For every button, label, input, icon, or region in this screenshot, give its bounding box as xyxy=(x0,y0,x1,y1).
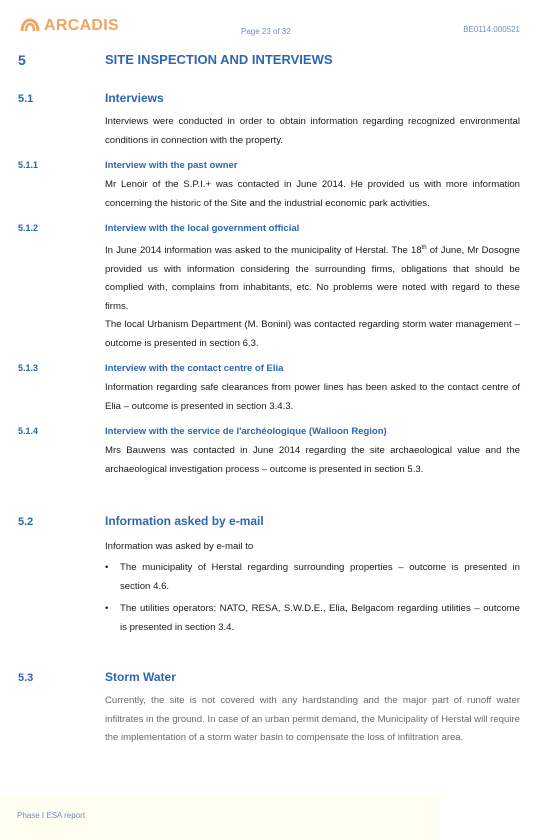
logo-text: ARCADIS xyxy=(44,17,119,34)
section-5-3-number: 5.3 xyxy=(18,672,34,684)
section-5-1-1-text: Mr Lenoir of the S.P.I.+ was contacted in June 2014. He provided us with more information concerning the historic of the Site and the industrial economic park activities. xyxy=(105,179,520,209)
section-5-1-number: 5.1 xyxy=(18,93,34,105)
bullet-icon: • xyxy=(105,603,109,614)
page-number: Page 23 of 32 xyxy=(241,27,291,36)
section-5-title: SITE INSPECTION AND INTERVIEWS xyxy=(105,52,333,67)
arcadis-logo-icon xyxy=(20,16,40,36)
section-5-2-title: Information asked by e-mail xyxy=(105,514,264,528)
document-reference: BE0114.000521 xyxy=(463,25,520,34)
section-5-1-title: Interviews xyxy=(105,91,164,105)
section-5-3-title: Storm Water xyxy=(105,670,176,684)
section-5-1-3-title: Interview with the contact centre of Elia xyxy=(105,363,284,374)
company-logo xyxy=(20,16,119,36)
section-5-1-4-text: Mrs Bauwens was contacted in June 2014 regarding the site archaeological value and the archaeological investigation process – outcome is presented in section 5.3. xyxy=(105,445,520,475)
section-5-1-1-number: 5.1.1 xyxy=(18,160,39,170)
section-5-1-2-number: 5.1.2 xyxy=(18,223,39,233)
footer-text: Phase I ESA report xyxy=(17,811,86,820)
section-5-1-4-title: Interview with the service de l'archéologique (Walloon Region) xyxy=(105,426,387,437)
email-recipients-list xyxy=(105,559,520,641)
list-item: • The utilities operators: NATO, RESA, S.W.D.E., Elia, Belgacom regarding utilities – outcome is presented in section 3.4. xyxy=(105,600,520,637)
section-5-1-3-number: 5.1.3 xyxy=(18,363,39,373)
section-5-1-text: Interviews were conducted in order to obtain information regarding recognized environmental conditions in connection with the property. xyxy=(105,116,520,146)
list-item: • The municipality of Herstal regarding surrounding properties – outcome is presented in section 4.6. xyxy=(105,559,520,596)
section-5-1-2-text: In June 2014 information was asked to the municipality of Herstal. The 18th of June, Mr Dosogne provided us with information considering the surrounding firms, obligations that should be complied with, complains from inhabitants, etc. No problems were noted with regard to these firms. xyxy=(105,245,520,312)
section-5-2-number: 5.2 xyxy=(18,516,34,528)
bullet-icon: • xyxy=(105,562,109,573)
section-5-number: 5 xyxy=(18,52,26,68)
section-5-1-3-text: Information regarding safe clearances from power lines has been asked to the contact centre of Elia – outcome is presented in section 3.4.3. xyxy=(105,382,520,412)
section-5-1-2-title: Interview with the local government official xyxy=(105,223,300,234)
section-5-1-2-text-2: The local Urbanism Department (M. Bonini) was contacted regarding storm water management – outcome is presented in section 6.3. xyxy=(105,319,520,349)
section-5-1-1-title: Interview with the past owner xyxy=(105,160,238,171)
section-5-3-text: Currently, the site is not covered with any hardstanding and the major part of runoff water infiltrates in the ground. In case of an urban permit demand, the Municipality of Herstal will require the implementation of a storm water basin to compensate the loss of infiltration area. xyxy=(105,695,520,743)
section-5-1-4-number: 5.1.4 xyxy=(18,426,39,436)
section-5-2-intro: Information was asked by e-mail to xyxy=(105,541,254,552)
